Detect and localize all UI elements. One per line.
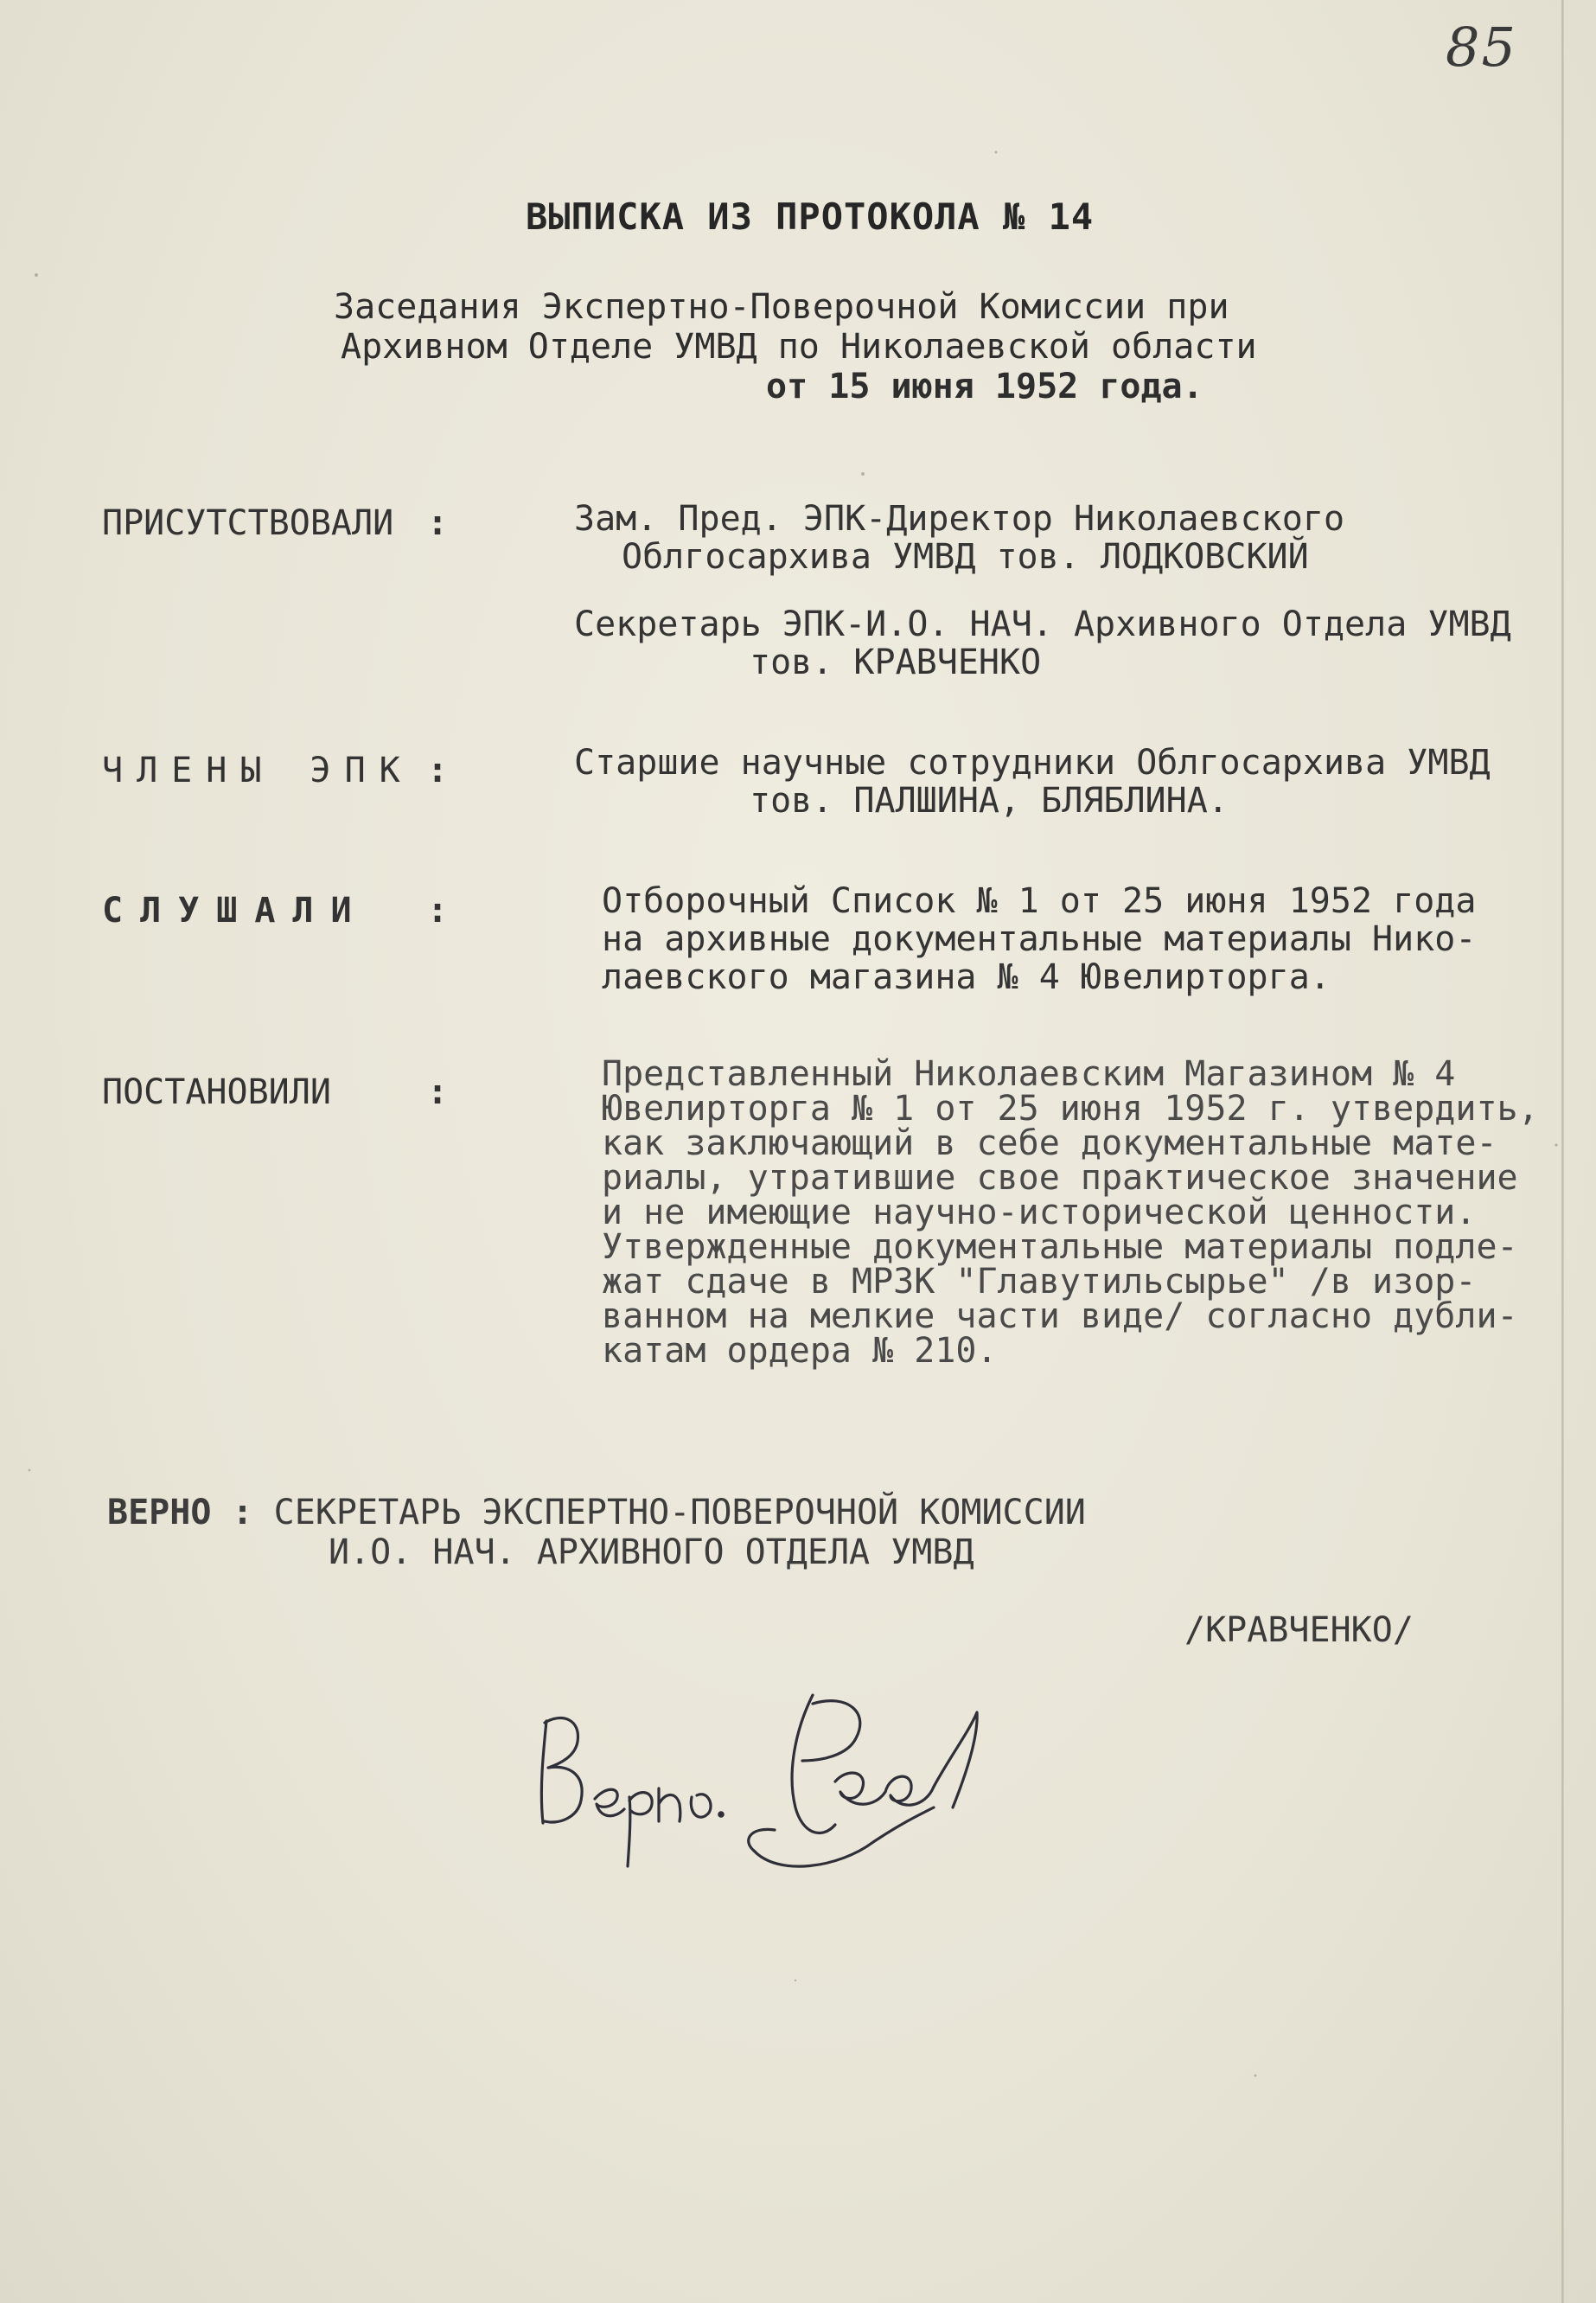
decided-colon: : [427,1072,449,1112]
members-label: ЧЛЕНЫ ЭПК [102,751,414,790]
present-chair-line-1: Зам. Пред. ЭПК-Директор Николаевского [574,499,1345,539]
heard-line-2: на архивные документальные материалы Нико- [602,919,1477,959]
decided-line-2: Ювелирторга № 1 от 25 июня 1952 г. утвердить, [602,1089,1539,1129]
heard-line-3: лаевского магазина № 4 Ювелирторга. [602,957,1331,997]
document-title: ВЫПИСКА ИЗ ПРОТОКОЛА № 14 [526,195,1095,238]
heard-label: СЛУШАЛИ [102,891,369,931]
members-line-2: тов. ПАЛШИНА, БЛЯБЛИНА. [750,781,1229,821]
decided-line-5: и не имеющие научно-исторической ценности. [602,1193,1477,1232]
members-colon: : [427,751,449,790]
decided-line-7: жат сдаче в МРЗК "Главутильсырье" /в изор- [602,1262,1477,1302]
present-colon: : [427,503,449,543]
heard-colon: : [427,891,449,931]
signer-name: /КРАВЧЕНКО/ [1184,1610,1414,1650]
decided-line-8: ванном на мелкие части виде/ согласно дубли- [602,1296,1518,1336]
certification-line-1: СЕКРЕТАРЬ ЭКСПЕРТНО-ПОВЕРОЧНОЙ КОМИССИИ [273,1493,1086,1532]
certification-line-2: И.О. НАЧ. АРХИВНОГО ОТДЕЛА УМВД [329,1532,974,1572]
heard-line-1: Отборочный Список № 1 от 25 июня 1952 года [602,881,1477,921]
decided-line-3: как заключающий в себе документальные мате- [602,1123,1497,1163]
subtitle-line-2: Архивном Отделе УМВД по Николаевской области [341,327,1257,367]
decided-line-6: Утвержденные документальные материалы подле- [602,1227,1518,1267]
subtitle-line-1: Заседания Экспертно-Поверочной Комиссии при [334,287,1229,327]
decided-line-4: риалы, утратившие свое практическое значение [602,1158,1518,1198]
decided-line-1: Представленный Николаевским Магазином № 4 [602,1054,1456,1094]
present-secretary-line-2: тов. КРАВЧЕНКО [750,643,1042,682]
present-label: ПРИСУТСТВОВАЛИ [102,503,394,543]
members-line-1: Старшие научные сотрудники Облгосархива УМВД [574,743,1491,783]
present-chair-line-2: Облгосархива УМВД тов. ЛОДКОВСКИЙ [622,537,1309,577]
decided-label: ПОСТАНОВИЛИ [102,1072,331,1112]
present-secretary-line-1: Секретарь ЭПК-И.О. НАЧ. Архивного Отдела УМВД [574,605,1511,644]
page-number: 85 [1446,16,1517,79]
subtitle-line-3: от 15 июня 1952 года. [766,367,1203,406]
certification-lead: ВЕРНО : [107,1493,253,1532]
decided-line-9: катам ордера № 210. [602,1331,998,1371]
